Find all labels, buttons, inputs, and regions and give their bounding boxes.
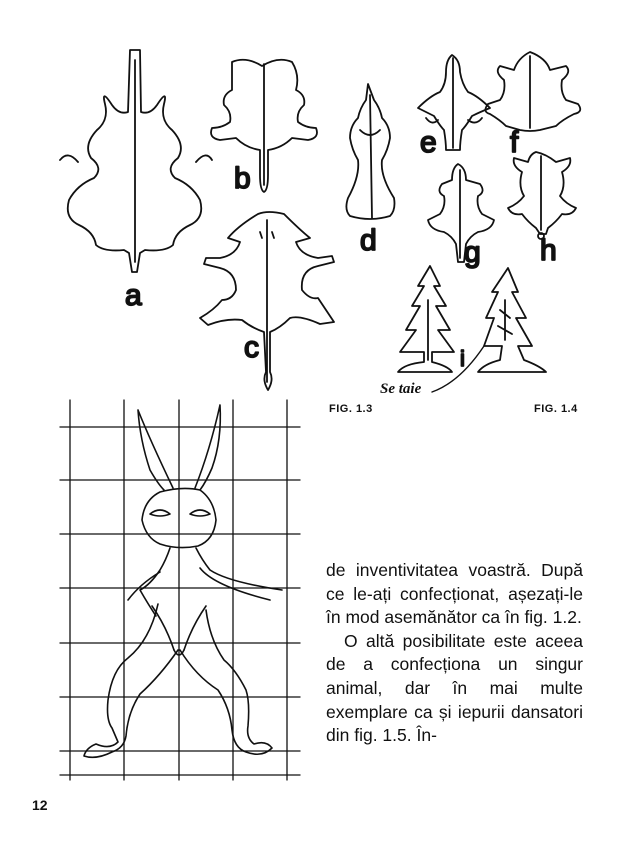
body-text	[326, 559, 583, 748]
label-e: e	[420, 126, 437, 159]
label-b: b	[234, 162, 251, 195]
paragraph-1: de inventivitatea voastră. După ce le-ați confecționat, așezați-le în mod asemănător ca în fig. 1.2.	[326, 560, 583, 628]
grid	[60, 400, 300, 780]
rabbit-figure	[84, 405, 282, 757]
figure-i-trees	[398, 266, 546, 392]
label-g: g	[464, 236, 481, 269]
paragraph-2: O altă posibilitate este aceea de a confecționa un singur animal, dar în mai multe exemplare ca și iepurii dansatori din fig. 1.5. În-	[326, 630, 583, 746]
label-h: h	[540, 234, 557, 267]
figure-a-hide	[60, 50, 212, 272]
label-a: a	[125, 279, 142, 312]
cut-note: Se taie	[380, 381, 422, 397]
label-c: c	[244, 331, 259, 364]
figure-d-hide	[346, 84, 394, 219]
caption-fig-1-4: FIG. 1.4	[534, 403, 578, 415]
label-i: i	[460, 346, 465, 371]
figure-c-hide	[200, 212, 334, 390]
figure-f-hide	[485, 52, 580, 131]
figure-h-hide	[508, 152, 576, 239]
label-d: d	[360, 224, 377, 257]
caption-fig-1-3: FIG. 1.3	[329, 403, 373, 415]
label-f: f	[510, 126, 519, 159]
figure-b-hide	[211, 60, 317, 192]
page-number: 12	[32, 797, 48, 813]
figure-g-hide	[428, 164, 494, 262]
